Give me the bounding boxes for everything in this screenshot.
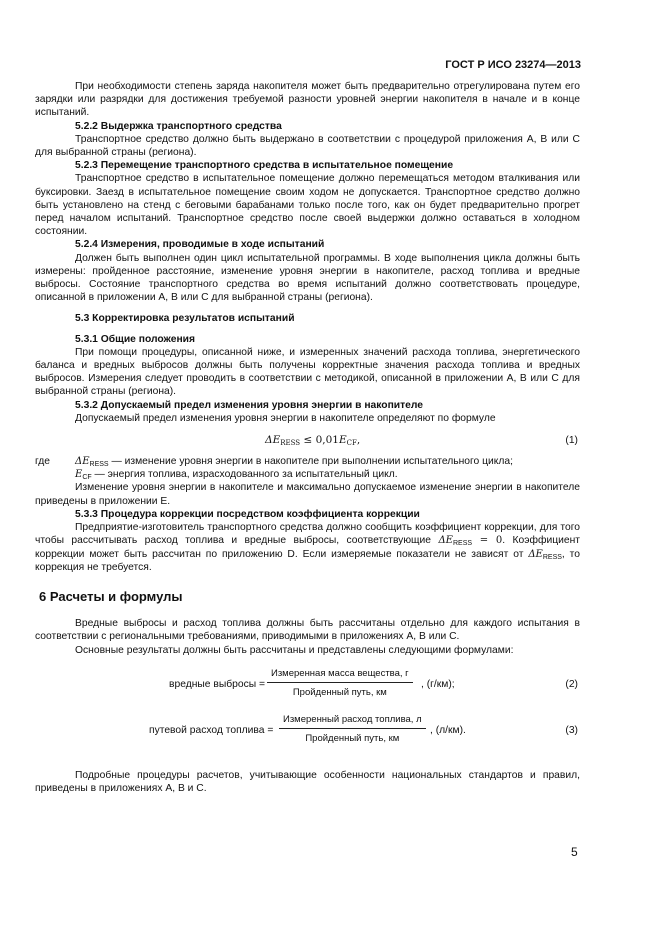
- section-5-3-3-heading: 5.3.3 Процедура коррекции посредством коэффициента коррекции: [75, 508, 420, 520]
- formula-2-denominator: Пройденный путь, км: [292, 686, 387, 698]
- formula-2-numerator: Измеренная масса вещества, г: [267, 667, 413, 683]
- section-5-3-heading: 5.3 Корректировка результатов испытаний: [75, 313, 295, 325]
- where-label: где: [35, 456, 51, 468]
- section-5-2-4-heading: 5.2.4 Измерения, проводимые в ходе испытаний: [75, 239, 325, 251]
- formula-1-expression: $\Delta E_{RESS} \le 0,01E_{CF}$,: [265, 434, 361, 448]
- formula-2-number: (2): [565, 678, 578, 690]
- formula-3-fraction: [279, 713, 426, 745]
- standard-designation: ГОСТ Р ИСО 23274—2013: [445, 59, 581, 71]
- section-5-3-2-text: Допускаемый предел изменения уровня энергии в накопителе определяют по формуле: [75, 412, 496, 424]
- section-5-3-2-heading: 5.3.2 Допускаемый предел изменения уровня энергии в накопителе: [75, 399, 424, 411]
- formula-3-number: (3): [565, 724, 578, 736]
- section-6-text-1: Вредные выбросы и расход топлива должны быть рассчитаны отдельно для каждого испытания в соответствии с региональными требованиями, приводимыми в приложениях А, В или С.: [35, 618, 580, 643]
- intro-paragraph: При необходимости степень заряда накопителя может быть предварительно отрегулирована путем его зарядки или разрядки для достижения требуемой разности уровней энергии накопителя в начале и в конце испытаний.: [35, 81, 580, 119]
- formula-2-fraction: [267, 667, 413, 699]
- section-6-heading: 6 Расчеты и формулы: [39, 588, 183, 604]
- formula-1-number: (1): [565, 435, 578, 447]
- where-item-1: где $\Delta E_{RESS}$ — изменение уровня энергии в накопителе при выполнении испытательного цикла;: [35, 456, 513, 469]
- where-item-2: $E_{CF}$ — энергия топлива, израсходованного за испытательный цикл.: [75, 469, 398, 482]
- section-5-3-1-text: При помощи процедуры, описанной ниже, и измеренных значений расхода топлива, энергетического баланса и вредных выбросов должны быть получены корректные значения расхода топлива и вредных выбросов. Измерения следует проводить в соответствии с методикой, описанной в приложении А, В или С для выбранной страны (региона).: [35, 346, 580, 398]
- section-5-3-2-note: Изменение уровня энергии в накопителе и максимально допускаемое изменение энергии в накопителе приведены в приложении Е.: [35, 482, 580, 507]
- document-body: [35, 80, 580, 795]
- formula-3-numerator: Измеренный расход топлива, л: [279, 713, 426, 729]
- section-5-2-3-heading: 5.2.3 Перемещение транспортного средства в испытательное помещение: [75, 160, 454, 172]
- section-5-3-3-text: Предприятие-изготовитель транспортного средства должно сообщить коэффициент коррекции, для того чтобы рассчитывать расход топлива и вредные выбросы, соответствующие $\Delta E_{RESS} = 0$. Коэффициент коррекции может быть рассчитан по приложению D. Если измеряемые показатели не зависят от $\Delta E_{RESS}$, то коррекция не требуется.: [35, 522, 580, 573]
- formula-2-label: вредные выбросы =: [169, 678, 266, 690]
- formula-3-unit: , (л/км).: [430, 724, 466, 736]
- section-5-2-2-text: Транспортное средство должно быть выдержано в соответствии с процедурой приложения А, В или С для выбранной страны (региона).: [35, 133, 580, 159]
- formula-2: [35, 665, 580, 705]
- formula-2-unit: , (г/км);: [421, 678, 455, 690]
- section-6-text-3: Подробные процедуры расчетов, учитывающие особенности национальных стандартов и правил, приведены в приложениях А, В и С.: [35, 769, 580, 794]
- page-number: 5: [571, 845, 578, 859]
- section-5-2-3-text: Транспортное средство в испытательное помещение должно перемещаться методом вталкивания или буксировки. Заезд в испытательное помещение своим ходом не допускается. Транспортное средство должно быть установлено на стенд с беговыми барабанами только после того, как он будет предварительно прогрет перед началом испытаний. Транспортное средство после своей выдержки должно оставаться в холодном состоянии.: [35, 173, 580, 238]
- formula-3-label: путевой расход топлива =: [149, 724, 274, 736]
- section-5-2-2-heading: 5.2.2 Выдержка транспортного средства: [75, 120, 282, 132]
- section-6-text-2: Основные результаты должны быть рассчитаны и представлены следующими формулами:: [75, 644, 514, 656]
- section-5-3-1-heading: 5.3.1 Общие положения: [75, 333, 195, 345]
- formula-3-denominator: Пройденный путь, км: [305, 732, 400, 744]
- section-5-2-4-text: Должен быть выполнен один цикл испытательной программы. В ходе выполнения цикла должны быть измерены: пройденное расстояние, изменение уровня энергии в накопителе, расход топлива и вредные выбросы. Состояние транспортного средства во время испытаний должно соответствовать процедуре, описанной в приложении А, В или С для выбранной страны (региона).: [35, 252, 580, 304]
- formula-3: [35, 711, 580, 751]
- formula-1: [35, 429, 580, 453]
